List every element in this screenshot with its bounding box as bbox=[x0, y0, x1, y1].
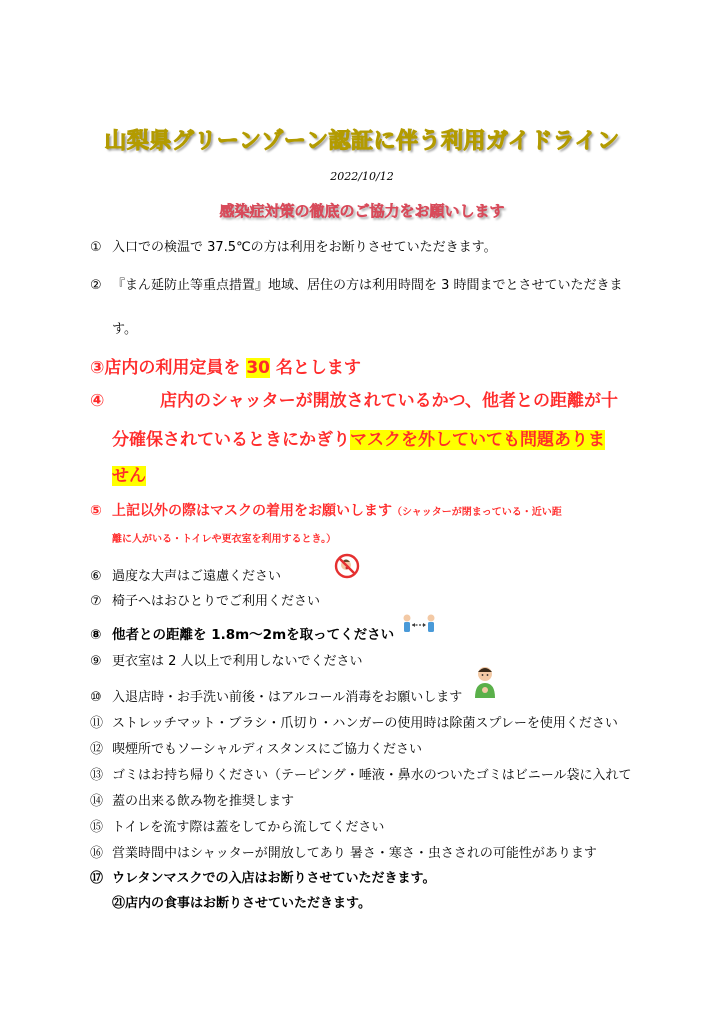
list-item-continued bbox=[112, 425, 605, 450]
item-text: 店内のシャッターが開放されているかつ、他者との距離が十 bbox=[160, 391, 618, 411]
item-number: ⑩ bbox=[90, 690, 102, 705]
item-text: 営業時間中はシャッターが開放してあり 暑さ・寒さ・虫さされの可能性があります bbox=[112, 846, 597, 861]
item-number: ⑮ bbox=[90, 820, 104, 835]
item-number: ⑫ bbox=[90, 742, 104, 757]
item-number: ⑯ bbox=[90, 846, 104, 861]
item-note: （シャッターが閉まっている・近い距 bbox=[392, 507, 562, 518]
item-text: 喫煙所でもソーシャルディスタンスにご協力ください bbox=[112, 742, 423, 757]
item-text: 名とします bbox=[275, 358, 361, 378]
item-number: ⑬ bbox=[90, 768, 104, 783]
list-item bbox=[90, 274, 623, 293]
item-number: ② bbox=[90, 278, 102, 293]
item-number: ⑰ bbox=[90, 871, 104, 886]
list-item bbox=[90, 236, 497, 255]
item-text: トイレを流す際は蓋をしてから流してください bbox=[112, 820, 385, 835]
item-text: ストレッチマット・ブラシ・爪切り・ハンガーの使用時は除菌スプレーを使用ください bbox=[112, 716, 618, 731]
item-text: 店内の利用定員を bbox=[104, 358, 241, 378]
list-item bbox=[90, 790, 294, 809]
item-text: ウレタンマスクでの入店はお断りさせていただきます。 bbox=[112, 871, 436, 886]
social-distance-icon bbox=[402, 613, 436, 639]
list-item bbox=[90, 500, 562, 520]
list-item bbox=[90, 816, 384, 835]
item-number: ⑥ bbox=[90, 569, 102, 584]
item-text: 蓋の出来る飲み物を推奨します bbox=[112, 794, 295, 809]
list-item bbox=[90, 565, 281, 584]
list-item bbox=[90, 353, 361, 378]
item-text-continued: す。 bbox=[112, 322, 137, 337]
item-text: 『まん延防止等重点措置』地域、居住の方は利用時間を 3 時間までとさせていただきま bbox=[112, 278, 623, 293]
item-number: ⑪ bbox=[90, 716, 104, 731]
item-number: ① bbox=[90, 240, 102, 255]
list-item bbox=[90, 386, 618, 411]
highlighted-capacity: 30 bbox=[246, 358, 270, 378]
item-number: ⑧ bbox=[90, 627, 102, 643]
item-number: ⑤ bbox=[90, 503, 102, 519]
item-number: ⑨ bbox=[90, 654, 102, 669]
list-item bbox=[90, 712, 618, 731]
item-text: ゴミはお持ち帰りください（テーピング・唾液・鼻水のついたゴミはビニール袋に入れて bbox=[112, 768, 632, 783]
item-number: ④ bbox=[90, 391, 105, 411]
document-date: 2022/10/12 bbox=[330, 170, 394, 183]
item-text: 入口での検温で 37.5℃の方は利用をお断りさせていただきます。 bbox=[112, 240, 497, 255]
list-item bbox=[90, 867, 435, 886]
item-text: 更衣室は 2 人以上で利用しないでください bbox=[112, 654, 363, 669]
list-item bbox=[90, 842, 597, 861]
list-item bbox=[90, 738, 422, 757]
item-note-continued: 離に人がいる・トイレや更衣室を利用するとき。） bbox=[112, 534, 337, 545]
item-number: ⑦ bbox=[90, 594, 102, 609]
list-item bbox=[90, 686, 462, 705]
list-item bbox=[112, 892, 371, 911]
item-number: ㉑ bbox=[112, 896, 126, 911]
item-text: 過度な大声はご遠慮ください bbox=[112, 569, 282, 584]
item-text: 他者との距離を 1.8m～2mを取ってください bbox=[112, 627, 395, 643]
list-item bbox=[90, 650, 363, 669]
item-text: 分確保されているときにかぎり bbox=[112, 430, 350, 450]
page-title: 山梨県グリーンゾーン認証に伴う利用ガイドライン bbox=[104, 129, 620, 154]
hand-sanitizer-icon bbox=[470, 665, 500, 703]
list-item bbox=[90, 623, 394, 643]
highlighted-text: マスクを外していても問題ありま bbox=[350, 430, 605, 450]
highlighted-text: せん bbox=[112, 466, 146, 486]
item-number: ③ bbox=[90, 358, 105, 378]
list-item bbox=[90, 590, 320, 609]
item-text: 店内の食事はお断りさせていただきます。 bbox=[125, 896, 371, 911]
no-loud-voice-icon bbox=[334, 553, 360, 583]
item-text: 椅子へはおひとりでご利用ください bbox=[112, 594, 321, 609]
list-item bbox=[90, 764, 631, 783]
item-text: 入退店時・お手洗い前後・はアルコール消毒をお願いします bbox=[112, 690, 463, 705]
list-item-continued bbox=[112, 461, 146, 486]
item-text: 上記以外の際はマスクの着用をお願いします bbox=[112, 503, 392, 519]
subtitle: 感染症対策の徹底のご協力をお願いします bbox=[219, 202, 505, 220]
item-number: ⑭ bbox=[90, 794, 104, 809]
